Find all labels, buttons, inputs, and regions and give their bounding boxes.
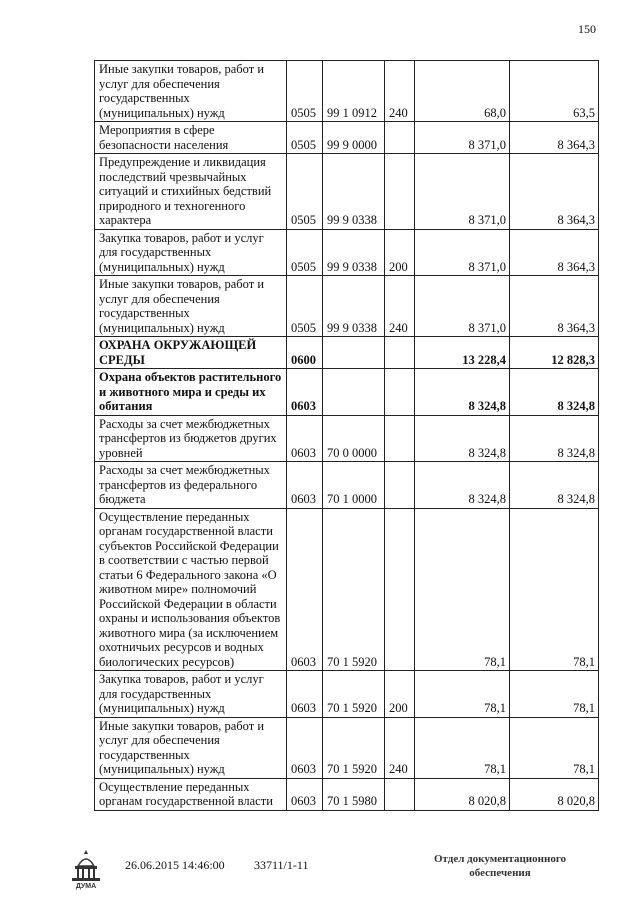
cell-value-2: 12 828,3 xyxy=(510,337,599,369)
footer-department: Отдел документационного обеспечения xyxy=(433,853,567,879)
cell-value-1: 8 371,0 xyxy=(415,154,510,230)
cell-section: 0505 xyxy=(287,61,323,122)
cell-article: 70 1 5980 xyxy=(323,778,385,810)
cell-section: 0603 xyxy=(287,778,323,810)
cell-name: Предупреждение и ликвидация последствий чрезвычайных ситуаций и стихийных бедствий природного и техногенного характера xyxy=(95,154,287,230)
cell-type: 200 xyxy=(385,671,415,718)
cell-value-2: 8 364,3 xyxy=(510,276,599,337)
cell-value-2: 78,1 xyxy=(510,508,599,671)
cell-article xyxy=(323,369,385,416)
cell-article: 70 1 5920 xyxy=(323,508,385,671)
cell-value-1: 78,1 xyxy=(415,671,510,718)
cell-type xyxy=(385,337,415,369)
cell-value-1: 78,1 xyxy=(415,717,510,778)
table-row xyxy=(95,462,599,509)
cell-name: Осуществление переданных органам государственной власти субъектов Российской Федерации в соответствии с частью первой статьи 6 Федерального закона «О животном мире» полномочий Российской Федерации в области охраны и использования объектов животного мира (за исключением охотничьих ресурсов и водных биологических ресурсов) xyxy=(95,508,287,671)
cell-type xyxy=(385,508,415,671)
cell-section: 0603 xyxy=(287,369,323,416)
cell-value-2: 8 364,3 xyxy=(510,122,599,154)
cell-value-2: 8 364,3 xyxy=(510,154,599,230)
cell-value-1: 78,1 xyxy=(415,508,510,671)
cell-value-1: 8 324,8 xyxy=(415,415,510,462)
cell-name: Иные закупки товаров, работ и услуг для обеспечения государственных (муниципальных) нужд xyxy=(95,61,287,122)
cell-type: 240 xyxy=(385,276,415,337)
cell-value-2: 8 364,3 xyxy=(510,229,599,276)
cell-section: 0603 xyxy=(287,671,323,718)
cell-article: 99 9 0338 xyxy=(323,276,385,337)
cell-value-2: 63,5 xyxy=(510,61,599,122)
cell-name: ОХРАНА ОКРУЖАЮЩЕЙ СРЕДЫ xyxy=(95,337,287,369)
cell-section: 0505 xyxy=(287,122,323,154)
cell-type xyxy=(385,778,415,810)
cell-article: 99 9 0338 xyxy=(323,154,385,230)
cell-value-1: 8 371,0 xyxy=(415,122,510,154)
cell-article: 70 0 0000 xyxy=(323,415,385,462)
table-row xyxy=(95,154,599,230)
cell-article xyxy=(323,337,385,369)
footer-doc-id: 33711/1-11 xyxy=(254,858,309,872)
cell-name: Осуществление переданных органам государственной власти xyxy=(95,778,287,810)
table-row xyxy=(95,415,599,462)
cell-value-1: 8 324,8 xyxy=(415,369,510,416)
cell-value-1: 8 324,8 xyxy=(415,462,510,509)
budget-table xyxy=(94,60,599,811)
cell-article: 70 1 5920 xyxy=(323,717,385,778)
cell-name: Иные закупки товаров, работ и услуг для обеспечения государственных (муниципальных) нужд xyxy=(95,717,287,778)
cell-value-1: 8 020,8 xyxy=(415,778,510,810)
cell-value-2: 8 324,8 xyxy=(510,462,599,509)
cell-name: Охрана объектов растительного и животного мира и среды их обитания xyxy=(95,369,287,416)
cell-article: 99 9 0338 xyxy=(323,229,385,276)
duma-logo xyxy=(66,848,106,890)
table-row xyxy=(95,276,599,337)
footer-datetime: 26.06.2015 14:46:00 xyxy=(125,858,225,872)
cell-type xyxy=(385,462,415,509)
table-row xyxy=(95,122,599,154)
budget-table-body xyxy=(95,61,599,811)
table-row xyxy=(95,369,599,416)
cell-value-1: 68,0 xyxy=(415,61,510,122)
cell-section: 0505 xyxy=(287,276,323,337)
cell-section: 0600 xyxy=(287,337,323,369)
cell-type xyxy=(385,154,415,230)
cell-value-2: 78,1 xyxy=(510,671,599,718)
cell-article: 99 1 0912 xyxy=(323,61,385,122)
cell-section: 0505 xyxy=(287,154,323,230)
cell-section: 0603 xyxy=(287,717,323,778)
cell-name: Расходы за счет межбюджетных трансфертов из бюджетов других уровней xyxy=(95,415,287,462)
cell-section: 0603 xyxy=(287,508,323,671)
table-row xyxy=(95,671,599,718)
cell-name: Закупка товаров, работ и услуг для государственных (муниципальных) нужд xyxy=(95,671,287,718)
cell-name: Мероприятия в сфере безопасности населения xyxy=(95,122,287,154)
table-row xyxy=(95,337,599,369)
table-row xyxy=(95,508,599,671)
cell-value-1: 13 228,4 xyxy=(415,337,510,369)
cell-value-2: 78,1 xyxy=(510,717,599,778)
cell-type: 240 xyxy=(385,61,415,122)
logo-text: ДУМА xyxy=(75,883,97,890)
table-row xyxy=(95,61,599,122)
cell-name: Иные закупки товаров, работ и услуг для обеспечения государственных (муниципальных) нужд xyxy=(95,276,287,337)
cell-section: 0603 xyxy=(287,415,323,462)
cell-name: Закупка товаров, работ и услуг для государственных (муниципальных) нужд xyxy=(95,229,287,276)
cell-type: 240 xyxy=(385,717,415,778)
cell-type: 200 xyxy=(385,229,415,276)
cell-section: 0505 xyxy=(287,229,323,276)
cell-type xyxy=(385,415,415,462)
cell-section: 0603 xyxy=(287,462,323,509)
cell-name: Расходы за счет межбюджетных трансфертов из федерального бюджета xyxy=(95,462,287,509)
cell-value-1: 8 371,0 xyxy=(415,276,510,337)
cell-type xyxy=(385,369,415,416)
cell-article: 70 1 5920 xyxy=(323,671,385,718)
table-row xyxy=(95,229,599,276)
cell-article: 99 9 0000 xyxy=(323,122,385,154)
cell-value-2: 8 020,8 xyxy=(510,778,599,810)
cell-value-2: 8 324,8 xyxy=(510,369,599,416)
cell-type xyxy=(385,122,415,154)
table-row xyxy=(95,778,599,810)
page-number: 150 xyxy=(578,22,596,36)
cell-article: 70 1 0000 xyxy=(323,462,385,509)
cell-value-2: 8 324,8 xyxy=(510,415,599,462)
cell-value-1: 8 371,0 xyxy=(415,229,510,276)
table-row xyxy=(95,717,599,778)
